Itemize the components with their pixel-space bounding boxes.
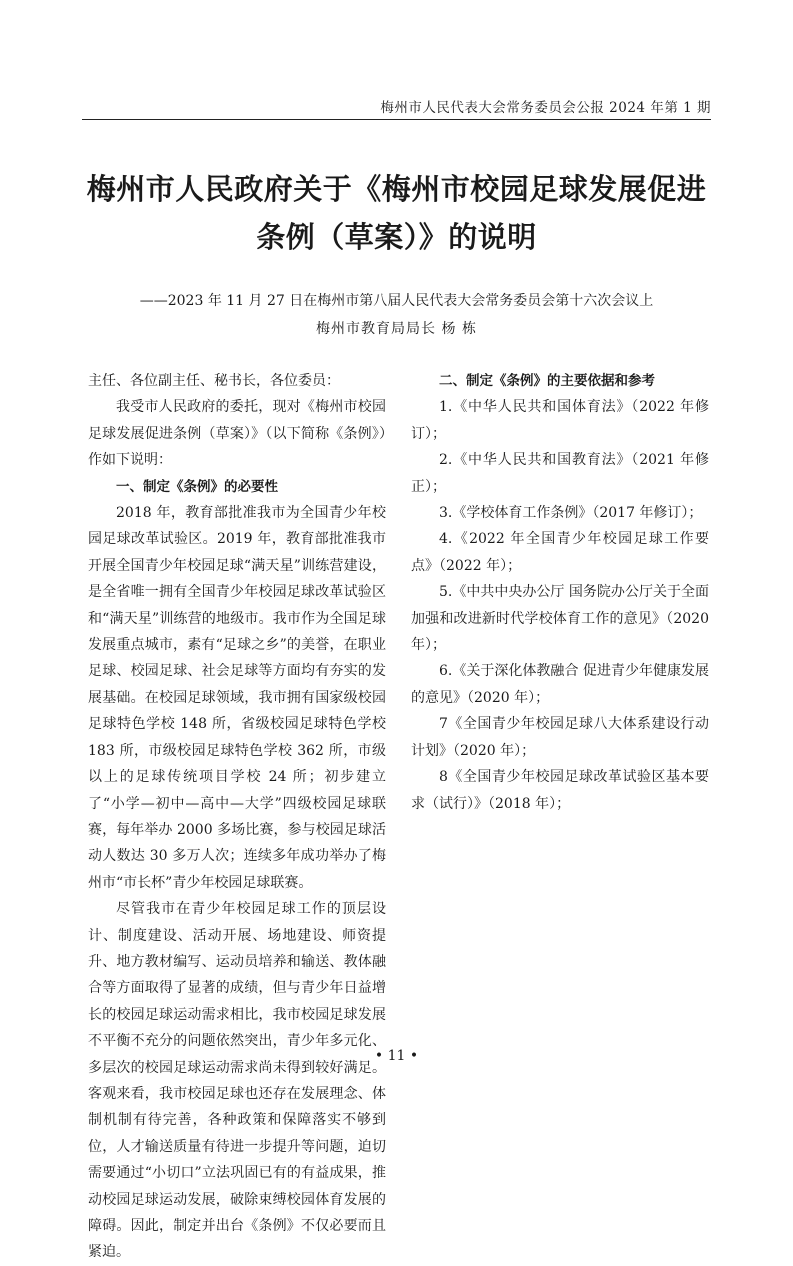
page-number: • 11 • xyxy=(374,1048,419,1064)
reference-item: 8《全国青少年校园足球改革试验区基本要求（试行）》（2018 年）； xyxy=(411,769,709,812)
reference-item: 7《全国青少年校园足球八大体系建设行动计划》（2020 年）； xyxy=(411,716,709,759)
text-column-left xyxy=(88,368,386,1266)
header-rule xyxy=(82,119,711,120)
reference-item: 5.《中共中央办公厅 国务院办公厅关于全面加强和改进新时代学校体育工作的意见》（2020 年）； xyxy=(411,584,709,654)
meeting-subtitle: ——2023 年 11 月 27 日在梅州市第八届人民代表大会常务委员会第十六次会议上 xyxy=(139,293,654,309)
salutation: 主任、各位副主任、秘书长，各位委员： xyxy=(88,373,340,389)
section-2-heading: 二、制定《条例》的主要依据和参考 xyxy=(439,373,655,389)
reference-item: 4.《2022 年全国青少年校园足球工作要点》（2022 年）； xyxy=(411,531,709,574)
section-1-paragraph-1: 2018 年，教育部批准我市为全国青少年校园足球改革试验区。2019 年，教育部批准我市开展全国青少年校园足球“满天星”训练营建设，是全省唯一拥有全国青少年校园足球改革试验区和“满天星”训练营的地级市。我市作为全国足球发展重点城市，素有“足球之乡”的美誉，在职业足球、校园足球、社会足球等方面均有夯实的发展基础。在校园足球领域，我市拥有国家级校园足球特色学校 148 所，省级校园足球特色学校 183 所，市级校园足球特色学校 362 所，市级以上的足球传统项目学校 24 所；初步建立了“小学—初中—高中—大学”四级校园足球联赛，每年举办 2000 多场比赛，参与校园足球活动人数达 30 多万人次；连续多年成功举办了梅州市“市长杯”青少年校园足球联赛。 xyxy=(88,505,386,891)
reference-item: 2.《中华人民共和国教育法》（2021 年修正）； xyxy=(411,452,709,495)
reference-item: 3.《学校体育工作条例》（2017 年修订）； xyxy=(439,505,703,522)
reference-item: 1.《中华人民共和国体育法》（2022 年修订）； xyxy=(411,399,709,442)
author-line: 梅州市教育局局长 杨 栋 xyxy=(316,321,477,337)
section-1-paragraph-2: 尽管我市在青少年校园足球工作的顶层设计、制度建设、活动开展、场地建设、师资提升、地方教材编写、运动员培养和输送、教体融合等方面取得了显著的成绩，但与青少年日益增长的校园足球运动需求相比，我市校园足球发展不平衡不充分的问题依然突出，青少年多元化、多层次的校园足球运动需求尚未得到较好满足。客观来看，我市校园足球也还存在发展理念、体制机制有待完善，各种政策和保障落实不够到位，人才输送质量有待进一步提升等问题，迫切需要通过“小切口”立法巩固已有的有益成果，推动校园足球运动发展，破除束缚校园体育发展的障碍。因此，制定并出台《条例》不仅必要而且紧迫。 xyxy=(88,901,386,1261)
text-column-right xyxy=(411,368,709,817)
intro-paragraph: 我受市人民政府的委托，现对《梅州市校园足球发展促进条例（草案）》（以下简称《条例》）作如下说明： xyxy=(88,399,386,469)
reference-item: 6.《关于深化体教融合 促进青少年健康发展的意见》（2020 年）； xyxy=(411,663,709,706)
section-1-heading: 一、制定《条例》的必要性 xyxy=(116,478,278,495)
title-line-2: 条例（草案）》的说明 xyxy=(256,220,537,254)
document-title xyxy=(0,165,793,261)
running-header: 梅州市人民代表大会常务委员会公报 2024 年第 1 期 xyxy=(380,100,711,116)
title-line-1: 梅州市人民政府关于《梅州市校园足球发展促进 xyxy=(86,172,707,206)
